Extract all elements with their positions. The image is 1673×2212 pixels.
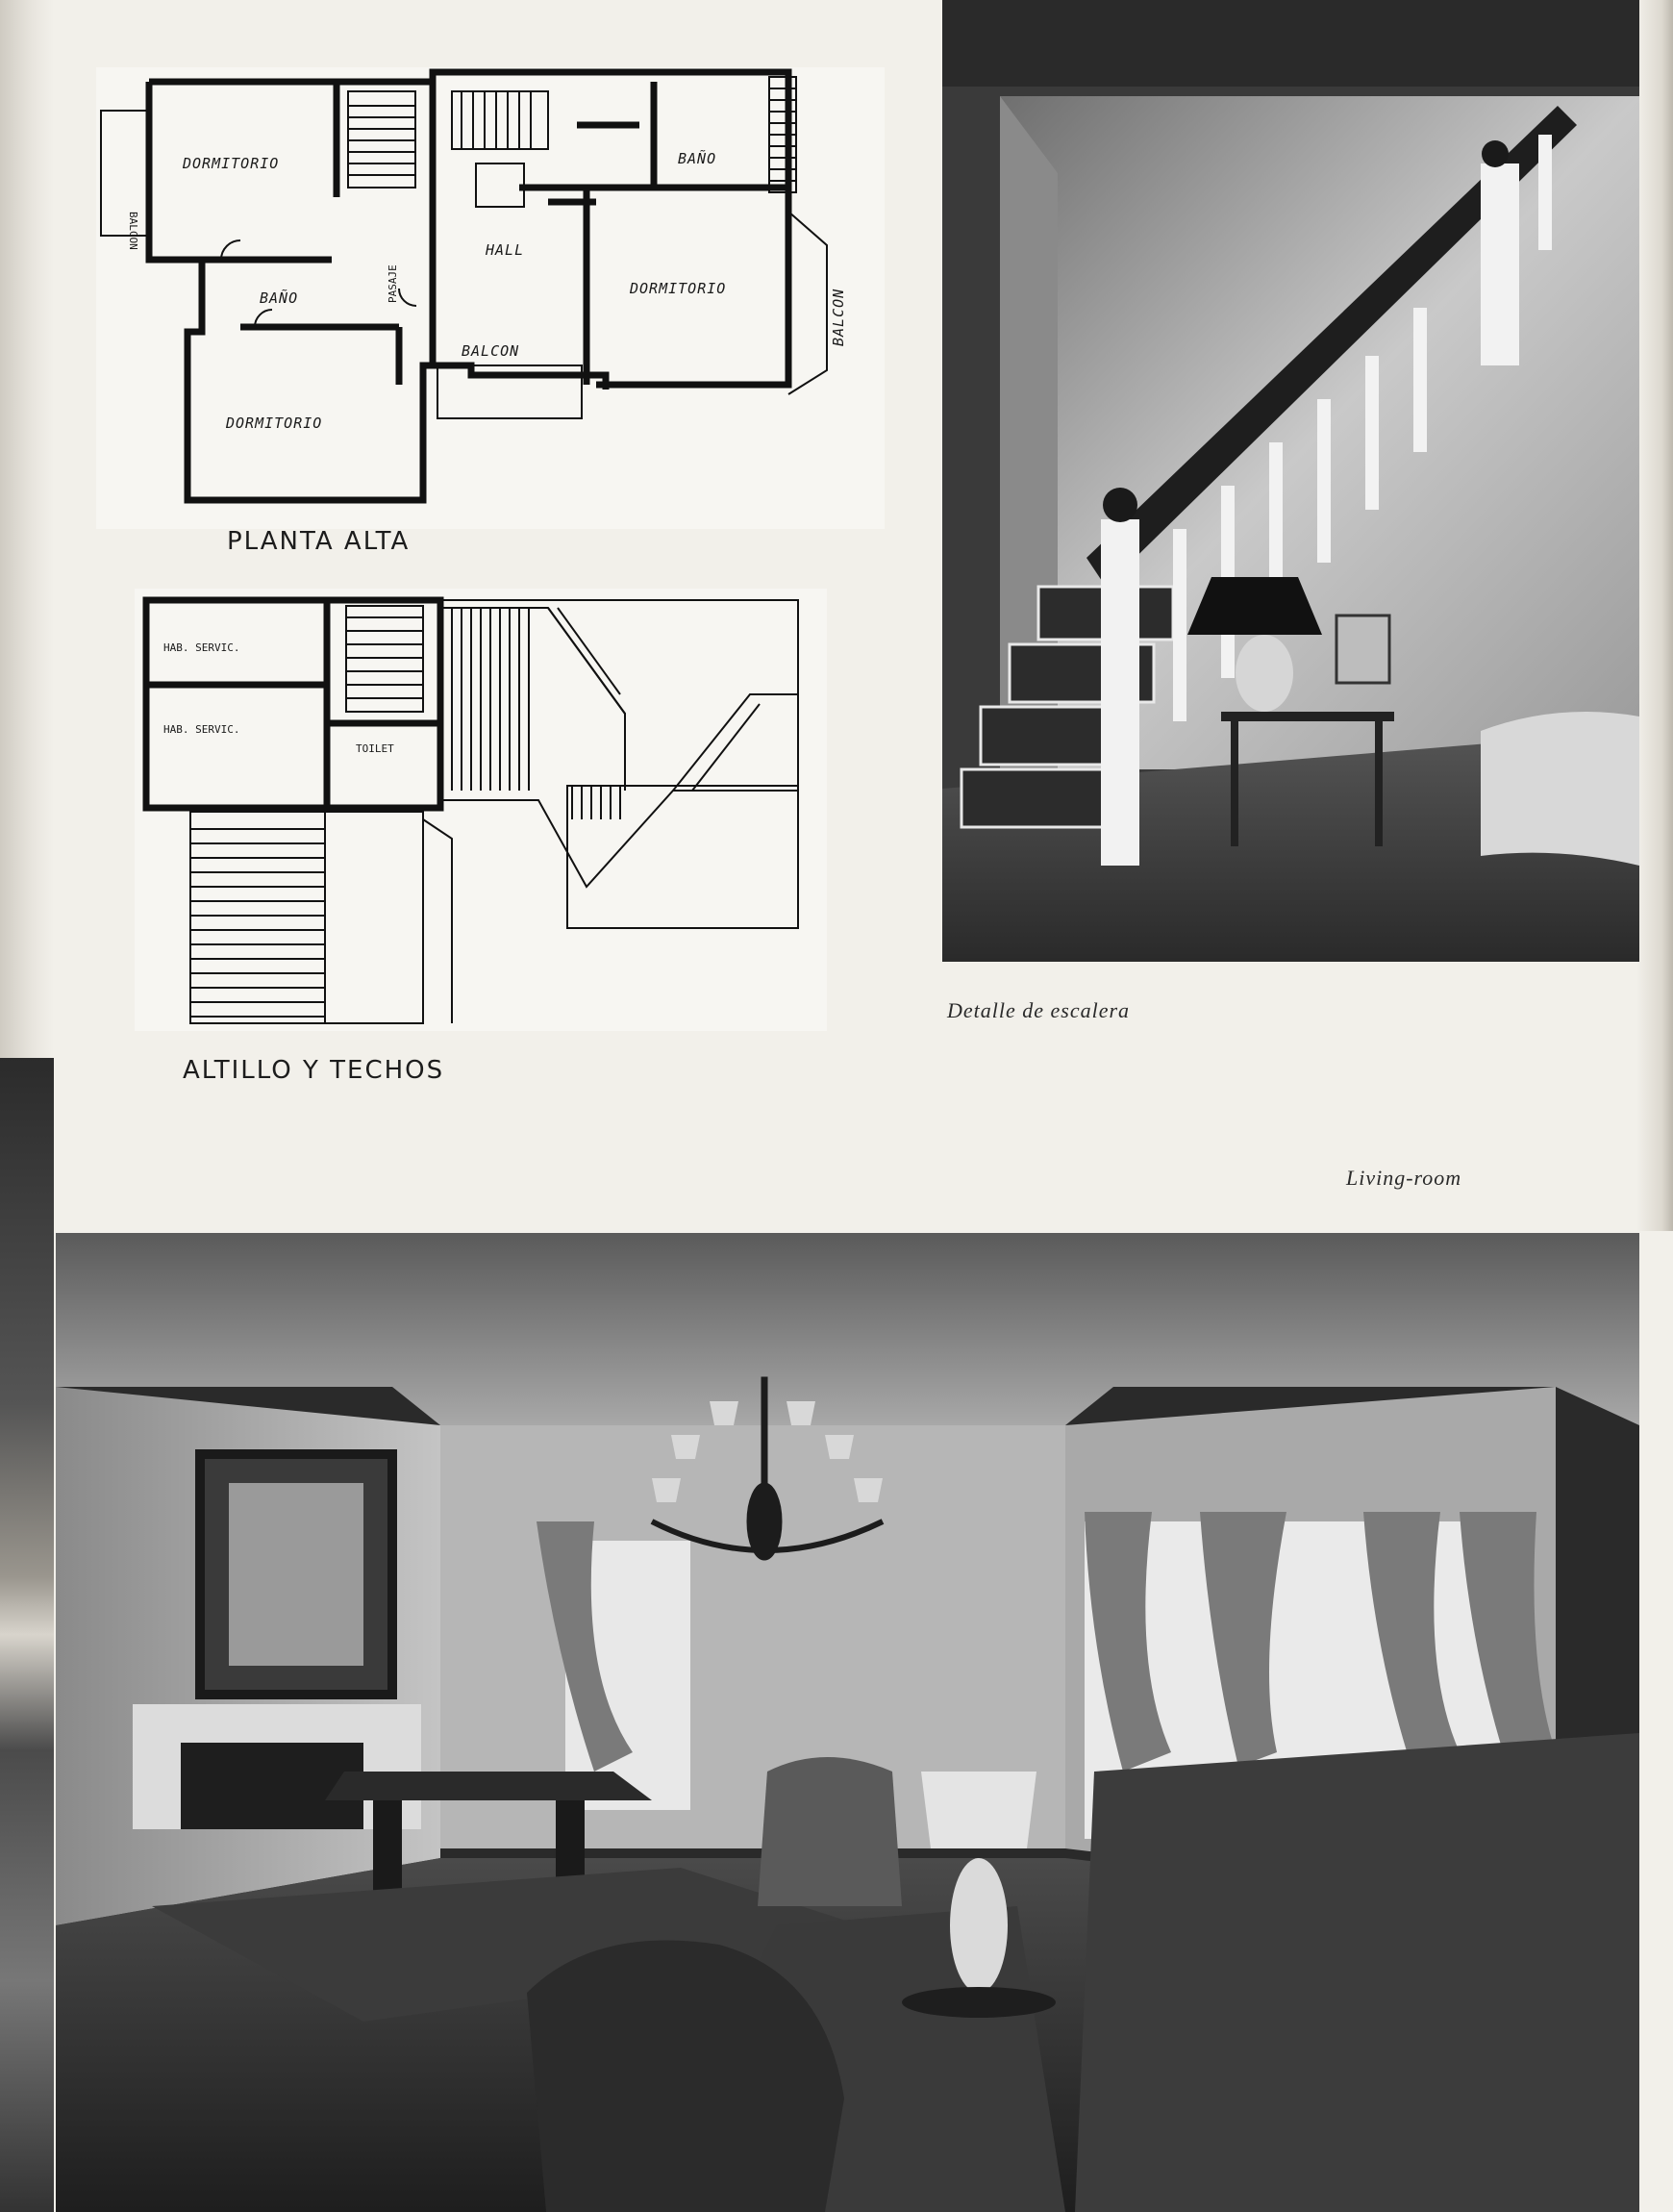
living-room-photo (56, 1233, 1639, 2212)
staircase-photo-image (942, 0, 1639, 962)
room-label-dormitorio-2: DORMITORIO (226, 415, 323, 432)
staircase-caption: Detalle de escalera (947, 998, 1131, 1022)
attic-plan-title: ALTILLO Y TECHOS (183, 1056, 445, 1085)
attic-plan-drawing (135, 589, 827, 1031)
room-label-hab-servicio-2: HAB. SERVIC. (163, 723, 240, 736)
page-gutter-right (1636, 0, 1673, 1231)
room-label-dormitorio-1: DORMITORIO (183, 155, 280, 172)
attic-plan (135, 589, 827, 1031)
room-label-dormitorio-3: DORMITORIO (630, 280, 727, 297)
room-label-balcon-east: BALCON (830, 288, 847, 346)
room-label-toilet: TOILET (356, 742, 394, 755)
room-label-pasaje: PASAJE (387, 264, 399, 303)
staircase-photo (942, 0, 1639, 962)
living-room-photo-image (56, 1233, 1639, 2212)
room-label-hall: HALL (486, 241, 525, 259)
facing-page-photo-strip (0, 1058, 54, 2212)
room-label-balcon-west: BALCON (127, 212, 139, 250)
room-label-hab-servicio-1: HAB. SERVIC. (163, 641, 240, 654)
upper-plan-title: PLANTA ALTA (227, 527, 411, 556)
upper-floor-plan-drawing (96, 67, 885, 529)
upper-floor-plan (96, 67, 885, 529)
room-label-bano-2: BAÑO (260, 289, 299, 307)
room-label-balcon-south: BALCON (462, 342, 520, 360)
living-room-caption: Living-room (1346, 1166, 1462, 1190)
room-label-bano-1: BAÑO (678, 150, 717, 167)
